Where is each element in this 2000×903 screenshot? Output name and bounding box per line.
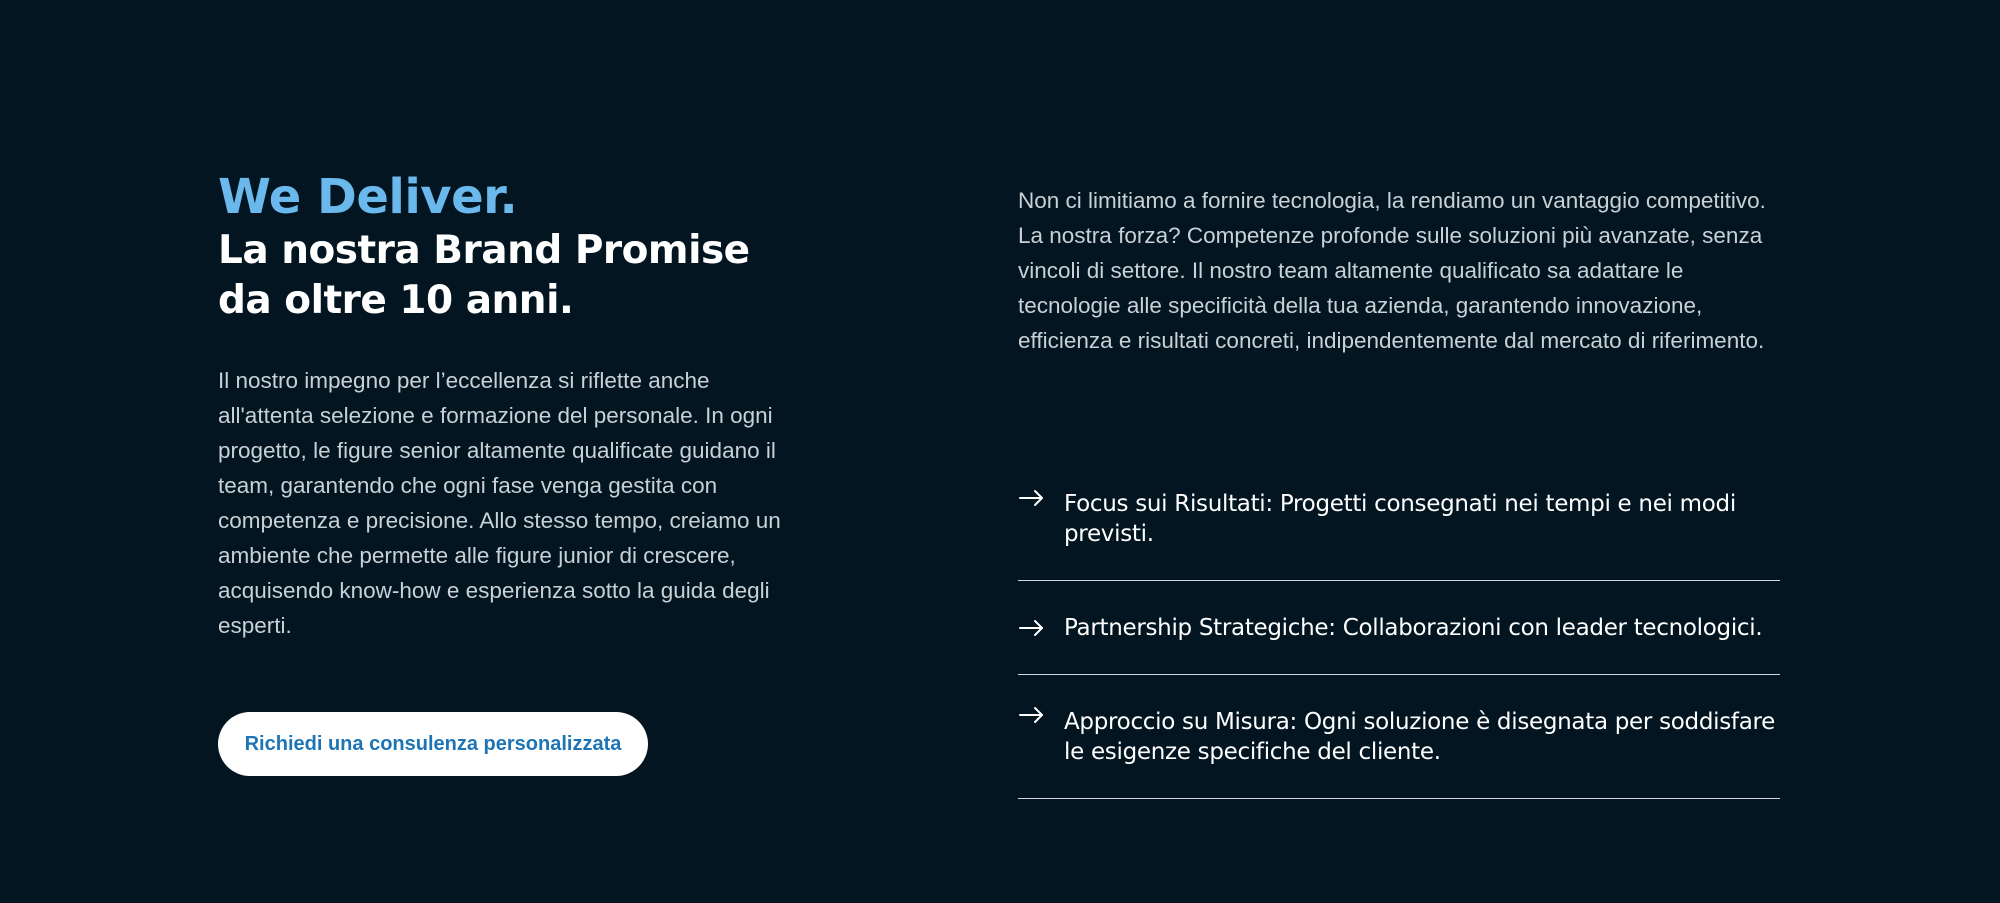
intro-section xyxy=(1018,183,1780,358)
page-title: La nostra Brand Promise da oltre 10 anni. xyxy=(218,228,750,323)
brand-promise-description: Il nostro impegno per l’eccellenza si riflette anche all'attenta selezione e formazione del personale. In ogni progetto, le figure senior altamente qualificate guidano il team, garantendo che ogni fase venga gestita con competenza e precisione. Allo stesso tempo, creiamo un ambiente che permette alle figure junior di crescere, acquisendo know-how e esperienza sotto la guida degli esperti. xyxy=(218,368,781,638)
feature-text: Partnership Strategiche: Collaborazioni con leader tecnologici. xyxy=(1064,615,1763,641)
list-item xyxy=(1018,581,1780,675)
list-item xyxy=(1018,482,1780,581)
intro-description: Non ci limitiamo a fornire tecnologia, la rendiamo un vantaggio competitivo. La nostra forza? Competenze profonde sulle soluzioni più avanzate, senza vincoli di settore. Il nostro team altamente qualificato sa adattare le tecnologie alle specificità della tua azienda, garantendo innovazione, efficienza e risultati concreti, indipendentemente dal mercato di riferimento. xyxy=(1018,188,1766,353)
feature-text: Approccio su Misura: Ogni soluzione è disegnata per soddisfare le esigenze specifiche del cliente. xyxy=(1064,709,1775,765)
feature-list xyxy=(1018,482,1780,799)
kicker-title: We Deliver. xyxy=(218,169,518,225)
list-item xyxy=(1018,675,1780,799)
arrow-right-icon xyxy=(1018,488,1046,508)
arrow-right-icon xyxy=(1018,618,1046,638)
brand-promise-section xyxy=(218,168,818,666)
request-consultation-button[interactable]: Richiedi una consulenza personalizzata xyxy=(218,712,648,776)
feature-text: Focus sui Risultati: Progetti consegnati nei tempi e nei modi previsti. xyxy=(1064,491,1736,547)
arrow-right-icon xyxy=(1018,705,1046,725)
